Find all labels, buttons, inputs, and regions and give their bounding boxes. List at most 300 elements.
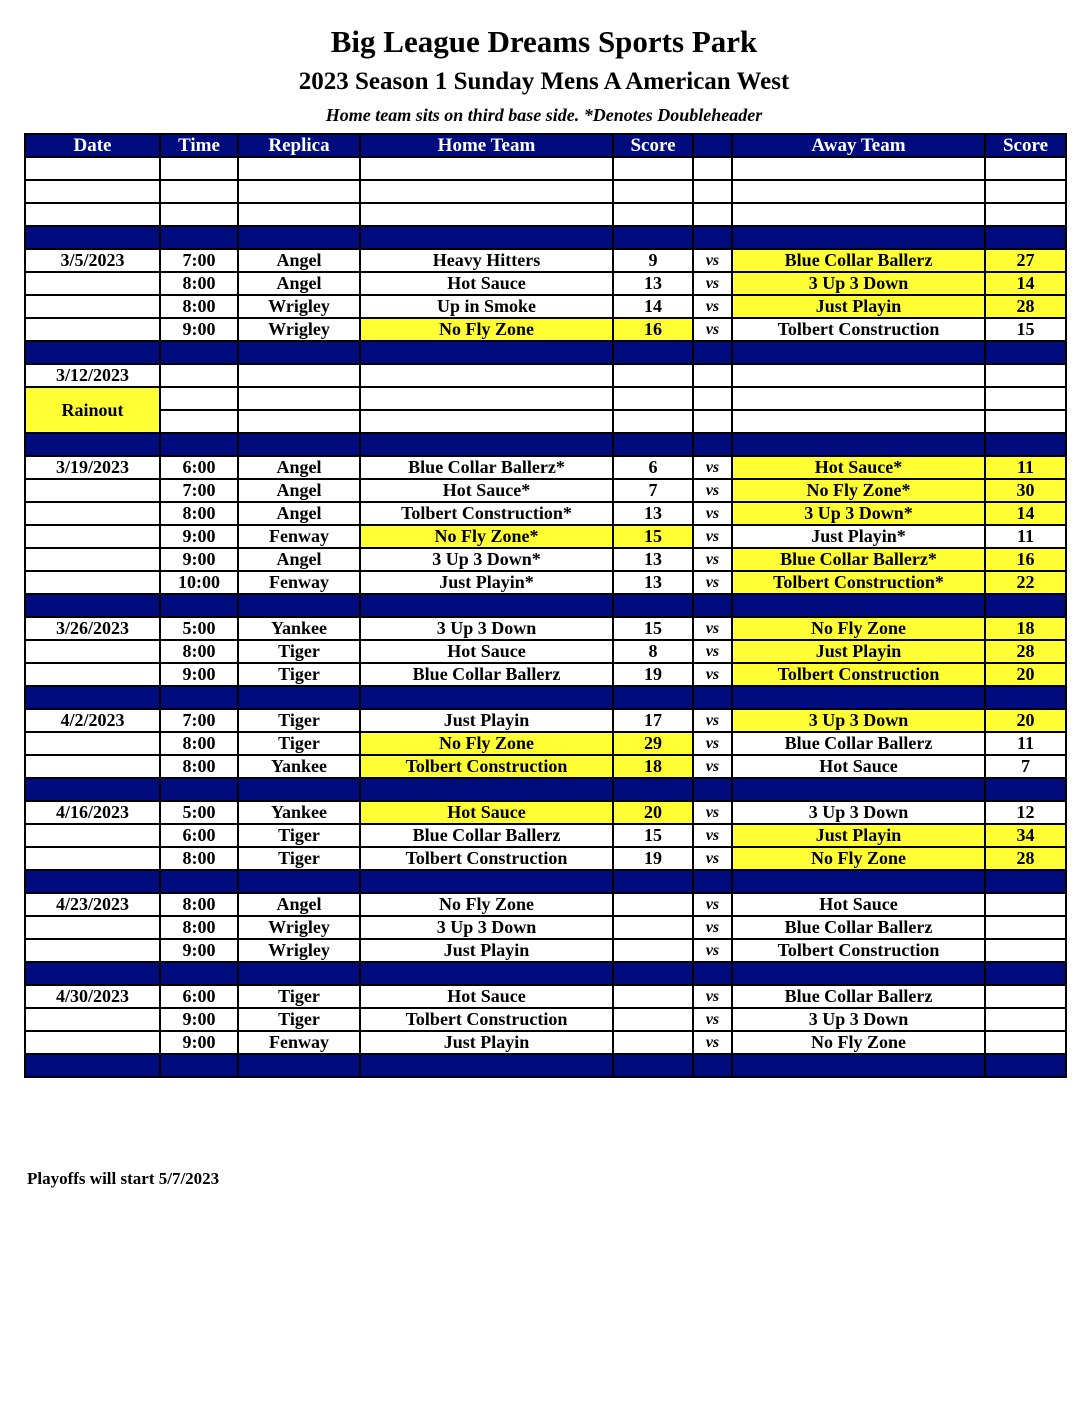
home-score-cell: 15 (613, 824, 693, 847)
separator-cell (732, 778, 985, 801)
week-separator-row (25, 778, 1066, 801)
date-cell: 4/16/2023 (25, 801, 160, 824)
empty-cell (985, 203, 1066, 226)
empty-cell (985, 387, 1066, 410)
replica-cell: Wrigley (238, 295, 360, 318)
blank-row (25, 364, 1066, 387)
separator-cell (693, 870, 732, 893)
separator-cell (985, 962, 1066, 985)
replica-cell: Angel (238, 893, 360, 916)
away-score-cell (985, 939, 1066, 962)
col-header-replica: Replica (238, 134, 360, 157)
away-score-cell: 7 (985, 755, 1066, 778)
separator-cell (160, 594, 238, 617)
empty-cell (732, 387, 985, 410)
home-score-cell: 19 (613, 847, 693, 870)
home-team-cell: Heavy Hitters (360, 249, 613, 272)
empty-cell (693, 203, 732, 226)
away-team-cell: Hot Sauce (732, 893, 985, 916)
away-team-cell: Just Playin (732, 295, 985, 318)
date-cell (25, 318, 160, 341)
empty-cell (693, 180, 732, 203)
empty-cell (732, 410, 985, 433)
separator-cell (25, 226, 160, 249)
empty-cell (613, 180, 693, 203)
week-separator-row (25, 433, 1066, 456)
vs-cell: vs (693, 1031, 732, 1054)
home-score-cell: 20 (613, 801, 693, 824)
vs-cell: vs (693, 1008, 732, 1031)
separator-cell (732, 962, 985, 985)
home-score-cell: 13 (613, 272, 693, 295)
separator-cell (160, 962, 238, 985)
home-score-cell (613, 939, 693, 962)
date-cell (25, 295, 160, 318)
week-separator-row (25, 341, 1066, 364)
replica-cell: Angel (238, 502, 360, 525)
vs-cell: vs (693, 295, 732, 318)
separator-cell (613, 962, 693, 985)
replica-cell: Yankee (238, 617, 360, 640)
time-cell: 7:00 (160, 709, 238, 732)
home-score-cell (613, 893, 693, 916)
separator-cell (360, 341, 613, 364)
time-cell: 8:00 (160, 272, 238, 295)
time-cell: 8:00 (160, 502, 238, 525)
separator-cell (732, 870, 985, 893)
game-row (25, 272, 1066, 295)
separator-cell (693, 226, 732, 249)
col-header-home-score: Score (613, 134, 693, 157)
separator-cell (360, 870, 613, 893)
separator-cell (25, 870, 160, 893)
date-cell (25, 525, 160, 548)
empty-cell (360, 180, 613, 203)
away-team-cell: No Fly Zone (732, 847, 985, 870)
separator-cell (732, 226, 985, 249)
date-cell: 4/23/2023 (25, 893, 160, 916)
date-cell: 4/30/2023 (25, 985, 160, 1008)
home-team-cell: 3 Up 3 Down (360, 617, 613, 640)
vs-cell: vs (693, 479, 732, 502)
separator-cell (693, 962, 732, 985)
home-score-cell: 6 (613, 456, 693, 479)
home-score-cell: 13 (613, 502, 693, 525)
away-team-cell: Hot Sauce* (732, 456, 985, 479)
separator-cell (985, 433, 1066, 456)
separator-cell (160, 226, 238, 249)
blank-row (25, 180, 1066, 203)
replica-cell: Tiger (238, 732, 360, 755)
date-cell (25, 571, 160, 594)
separator-cell (732, 594, 985, 617)
separator-cell (25, 594, 160, 617)
separator-cell (238, 686, 360, 709)
vs-cell: vs (693, 824, 732, 847)
blank-row (25, 157, 1066, 180)
col-header-time: Time (160, 134, 238, 157)
empty-cell (360, 410, 613, 433)
away-score-cell (985, 893, 1066, 916)
time-cell: 7:00 (160, 249, 238, 272)
home-team-cell: No Fly Zone (360, 893, 613, 916)
separator-cell (238, 870, 360, 893)
home-score-cell (613, 985, 693, 1008)
vs-cell: vs (693, 249, 732, 272)
away-score-cell: 16 (985, 548, 1066, 571)
separator-cell (693, 686, 732, 709)
date-cell (25, 847, 160, 870)
replica-cell: Angel (238, 272, 360, 295)
home-team-cell: Tolbert Construction (360, 1008, 613, 1031)
away-score-cell: 28 (985, 295, 1066, 318)
home-team-cell: Just Playin (360, 1031, 613, 1054)
game-row (25, 640, 1066, 663)
empty-cell (360, 364, 613, 387)
vs-cell: vs (693, 663, 732, 686)
empty-cell (160, 180, 238, 203)
week-separator-row (25, 686, 1066, 709)
empty-cell (613, 364, 693, 387)
away-team-cell: Tolbert Construction (732, 663, 985, 686)
away-score-cell: 28 (985, 847, 1066, 870)
home-team-cell: Just Playin (360, 709, 613, 732)
away-team-cell: Just Playin (732, 824, 985, 847)
home-score-cell: 15 (613, 525, 693, 548)
empty-cell (160, 157, 238, 180)
date-cell (25, 663, 160, 686)
away-score-cell: 14 (985, 502, 1066, 525)
separator-cell (160, 686, 238, 709)
replica-cell: Wrigley (238, 939, 360, 962)
col-header-vs (693, 134, 732, 157)
separator-cell (613, 226, 693, 249)
time-cell: 7:00 (160, 479, 238, 502)
empty-cell (360, 157, 613, 180)
home-score-cell (613, 1031, 693, 1054)
home-score-cell: 15 (613, 617, 693, 640)
empty-cell (613, 410, 693, 433)
away-team-cell: Blue Collar Ballerz (732, 732, 985, 755)
away-team-cell: 3 Up 3 Down (732, 272, 985, 295)
time-cell: 9:00 (160, 318, 238, 341)
replica-cell: Tiger (238, 985, 360, 1008)
vs-cell: vs (693, 318, 732, 341)
separator-cell (693, 433, 732, 456)
separator-cell (360, 686, 613, 709)
vs-cell: vs (693, 571, 732, 594)
separator-cell (613, 778, 693, 801)
empty-cell (238, 387, 360, 410)
away-team-cell: Hot Sauce (732, 755, 985, 778)
time-cell: 6:00 (160, 824, 238, 847)
col-header-home-team: Home Team (360, 134, 613, 157)
empty-cell (693, 364, 732, 387)
away-team-cell: Tolbert Construction* (732, 571, 985, 594)
date-cell (25, 939, 160, 962)
separator-cell (985, 226, 1066, 249)
date-cell (25, 180, 160, 203)
away-score-cell: 20 (985, 663, 1066, 686)
separator-cell (985, 594, 1066, 617)
empty-cell (732, 157, 985, 180)
empty-cell (238, 157, 360, 180)
date-cell (25, 916, 160, 939)
game-row (25, 801, 1066, 824)
time-cell: 8:00 (160, 295, 238, 318)
time-cell: 9:00 (160, 663, 238, 686)
away-team-cell: 3 Up 3 Down* (732, 502, 985, 525)
away-score-cell: 28 (985, 640, 1066, 663)
separator-cell (693, 1054, 732, 1077)
time-cell: 5:00 (160, 617, 238, 640)
empty-cell (238, 364, 360, 387)
separator-cell (238, 433, 360, 456)
away-team-cell: Just Playin* (732, 525, 985, 548)
separator-cell (360, 962, 613, 985)
col-header-away-score: Score (985, 134, 1066, 157)
replica-cell: Yankee (238, 755, 360, 778)
date-cell (25, 640, 160, 663)
replica-cell: Fenway (238, 525, 360, 548)
time-cell: 8:00 (160, 640, 238, 663)
home-team-cell: Blue Collar Ballerz* (360, 456, 613, 479)
date-cell (25, 1031, 160, 1054)
date-cell: 3/5/2023 (25, 249, 160, 272)
home-team-cell: 3 Up 3 Down* (360, 548, 613, 571)
date-cell (25, 479, 160, 502)
blank-row (25, 387, 1066, 410)
game-row (25, 732, 1066, 755)
separator-cell (160, 341, 238, 364)
vs-cell: vs (693, 847, 732, 870)
home-team-cell: Just Playin* (360, 571, 613, 594)
empty-cell (693, 157, 732, 180)
away-score-cell (985, 1008, 1066, 1031)
empty-cell (238, 203, 360, 226)
time-cell: 8:00 (160, 732, 238, 755)
away-score-cell (985, 916, 1066, 939)
away-team-cell: Blue Collar Ballerz (732, 249, 985, 272)
separator-cell (238, 778, 360, 801)
away-team-cell: 3 Up 3 Down (732, 709, 985, 732)
separator-cell (360, 778, 613, 801)
vs-cell: vs (693, 617, 732, 640)
home-score-cell: 17 (613, 709, 693, 732)
schedule-table (24, 133, 1067, 1078)
separator-cell (238, 341, 360, 364)
empty-cell (985, 410, 1066, 433)
empty-cell (693, 387, 732, 410)
separator-cell (238, 226, 360, 249)
page-title: Big League Dreams Sports Park (330, 24, 758, 59)
home-team-cell: Hot Sauce (360, 985, 613, 1008)
date-cell: 3/19/2023 (25, 456, 160, 479)
home-team-cell: Blue Collar Ballerz (360, 824, 613, 847)
away-team-cell: 3 Up 3 Down (732, 1008, 985, 1031)
blank-row (25, 410, 1066, 433)
home-team-cell: Hot Sauce* (360, 479, 613, 502)
empty-cell (985, 364, 1066, 387)
date-cell: 4/2/2023 (25, 709, 160, 732)
blank-row (25, 203, 1066, 226)
home-team-cell: Blue Collar Ballerz (360, 663, 613, 686)
replica-cell: Wrigley (238, 318, 360, 341)
game-row (25, 548, 1066, 571)
vs-cell: vs (693, 801, 732, 824)
separator-cell (25, 778, 160, 801)
empty-cell (985, 180, 1066, 203)
time-cell: 10:00 (160, 571, 238, 594)
separator-cell (360, 433, 613, 456)
home-score-cell: 16 (613, 318, 693, 341)
empty-cell (360, 203, 613, 226)
separator-cell (693, 778, 732, 801)
separator-cell (693, 594, 732, 617)
separator-cell (985, 686, 1066, 709)
separator-cell (985, 870, 1066, 893)
date-cell: 3/26/2023 (25, 617, 160, 640)
game-row (25, 755, 1066, 778)
time-cell: 9:00 (160, 548, 238, 571)
separator-cell (613, 433, 693, 456)
vs-cell: vs (693, 755, 732, 778)
away-team-cell: No Fly Zone (732, 617, 985, 640)
away-team-cell: No Fly Zone (732, 1031, 985, 1054)
home-team-cell: Tolbert Construction (360, 755, 613, 778)
separator-cell (238, 1054, 360, 1077)
week-separator-row (25, 226, 1066, 249)
home-team-cell: No Fly Zone (360, 732, 613, 755)
replica-cell: Tiger (238, 847, 360, 870)
away-score-cell: 15 (985, 318, 1066, 341)
game-row (25, 893, 1066, 916)
home-score-cell (613, 1008, 693, 1031)
empty-cell (693, 410, 732, 433)
replica-cell: Fenway (238, 1031, 360, 1054)
separator-cell (160, 1054, 238, 1077)
separator-cell (985, 778, 1066, 801)
date-cell (25, 502, 160, 525)
game-row (25, 847, 1066, 870)
separator-cell (613, 341, 693, 364)
home-team-cell: No Fly Zone* (360, 525, 613, 548)
replica-cell: Fenway (238, 571, 360, 594)
home-team-cell: 3 Up 3 Down (360, 916, 613, 939)
away-score-cell: 30 (985, 479, 1066, 502)
home-team-cell: Hot Sauce (360, 272, 613, 295)
replica-cell: Angel (238, 456, 360, 479)
home-team-cell: No Fly Zone (360, 318, 613, 341)
separator-cell (985, 1054, 1066, 1077)
separator-cell (238, 594, 360, 617)
away-score-cell: 22 (985, 571, 1066, 594)
away-score-cell: 11 (985, 456, 1066, 479)
away-team-cell: 3 Up 3 Down (732, 801, 985, 824)
separator-cell (732, 433, 985, 456)
week-separator-row (25, 870, 1066, 893)
time-cell: 5:00 (160, 801, 238, 824)
separator-cell (25, 341, 160, 364)
away-team-cell: Blue Collar Ballerz (732, 985, 985, 1008)
schedule-body (25, 157, 1066, 1077)
separator-cell (160, 870, 238, 893)
away-score-cell: 18 (985, 617, 1066, 640)
time-cell: 9:00 (160, 939, 238, 962)
empty-cell (160, 203, 238, 226)
home-score-cell: 8 (613, 640, 693, 663)
vs-cell: vs (693, 939, 732, 962)
col-header-away-team: Away Team (732, 134, 985, 157)
away-score-cell: 12 (985, 801, 1066, 824)
playoffs-note: Playoffs will start 5/7/2023 (27, 1169, 220, 1188)
game-row (25, 295, 1066, 318)
empty-cell (613, 387, 693, 410)
replica-cell: Angel (238, 548, 360, 571)
replica-cell: Tiger (238, 663, 360, 686)
replica-cell: Wrigley (238, 916, 360, 939)
separator-cell (693, 341, 732, 364)
date-cell (25, 548, 160, 571)
time-cell: 8:00 (160, 755, 238, 778)
home-team-cell: Just Playin (360, 939, 613, 962)
vs-cell: vs (693, 502, 732, 525)
home-team-cell: Hot Sauce (360, 640, 613, 663)
date-cell (25, 732, 160, 755)
week-separator-row (25, 1054, 1066, 1077)
empty-cell (238, 410, 360, 433)
empty-cell (160, 364, 238, 387)
separator-cell (613, 1054, 693, 1077)
separator-cell (732, 1054, 985, 1077)
game-row (25, 1008, 1066, 1031)
replica-cell: Angel (238, 249, 360, 272)
separator-cell (25, 1054, 160, 1077)
vs-cell: vs (693, 548, 732, 571)
home-score-cell: 13 (613, 571, 693, 594)
vs-cell: vs (693, 640, 732, 663)
away-team-cell: Blue Collar Ballerz* (732, 548, 985, 571)
date-cell (25, 203, 160, 226)
replica-cell: Tiger (238, 1008, 360, 1031)
time-cell: 9:00 (160, 1031, 238, 1054)
game-row (25, 985, 1066, 1008)
empty-cell (732, 180, 985, 203)
vs-cell: vs (693, 916, 732, 939)
header-row (25, 134, 1066, 157)
vs-cell: vs (693, 272, 732, 295)
home-score-cell: 29 (613, 732, 693, 755)
home-team-cell: Tolbert Construction* (360, 502, 613, 525)
empty-cell (732, 364, 985, 387)
separator-cell (360, 1054, 613, 1077)
home-score-cell: 19 (613, 663, 693, 686)
away-score-cell: 14 (985, 272, 1066, 295)
week-separator-row (25, 962, 1066, 985)
separator-cell (613, 870, 693, 893)
schedule-note: Home team sits on third base side. *Denotes Doubleheader (325, 105, 763, 125)
empty-cell (613, 157, 693, 180)
vs-cell: vs (693, 525, 732, 548)
home-score-cell: 14 (613, 295, 693, 318)
col-header-date: Date (25, 134, 160, 157)
time-cell: 6:00 (160, 456, 238, 479)
separator-cell (160, 433, 238, 456)
game-row (25, 1031, 1066, 1054)
game-row (25, 617, 1066, 640)
away-team-cell: Tolbert Construction (732, 939, 985, 962)
home-score-cell: 13 (613, 548, 693, 571)
